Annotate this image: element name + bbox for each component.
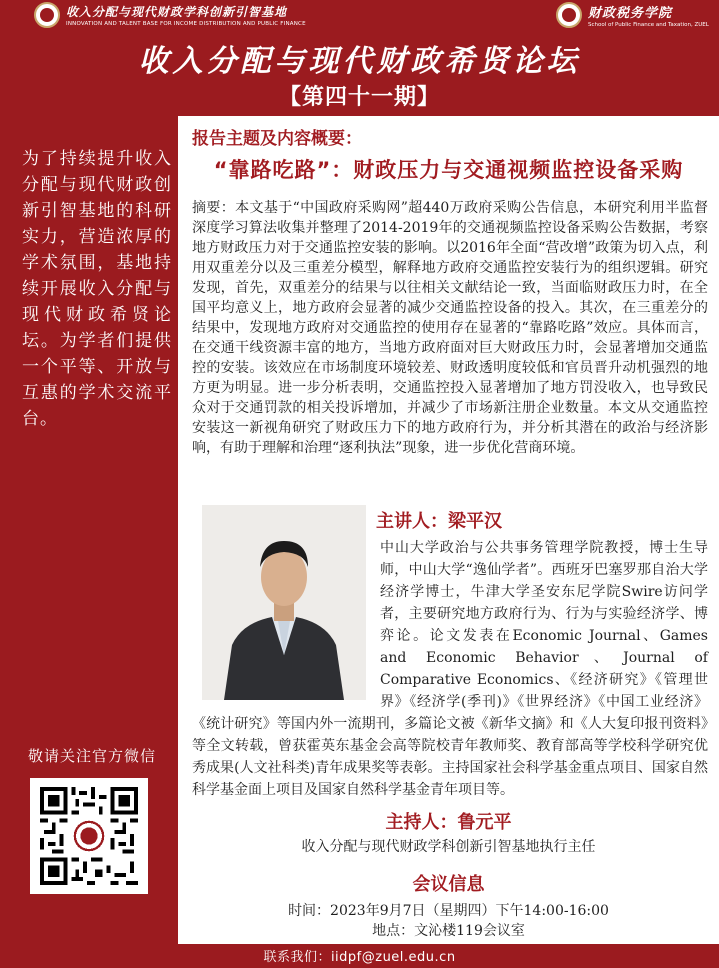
meeting-time: 时间：2023年9月7日（星期四）下午14:00-16:00 (288, 903, 609, 919)
meeting-place: 地点：文沁楼119会议室 (372, 923, 525, 939)
report-topic: “靠路吃路”：财政压力与交通视频监控设备采购 (213, 158, 684, 182)
school-logo (556, 2, 709, 28)
base-seal-icon (34, 2, 60, 28)
report-heading: 报告主题及内容概要： (192, 129, 362, 149)
base-logo-en: INNOVATION AND TALENT BASE FOR INCOME DISTRIBUTION AND PUBLIC FINANCE (66, 21, 306, 27)
header-bar (0, 0, 719, 30)
issue-number: 【第四十一期】 (278, 85, 440, 110)
speaker-bio-block (192, 537, 708, 801)
meeting-heading: 会议信息 (412, 874, 485, 895)
report-abstract: 摘要：本文基于“中国政府采购网”超440万政府采购公告信息，本研究利用半监督深度学习算法收集并整理了2014-2019年的交通视频监控设备采购公告数据，考察地方财政压力对于交通监控安装的影响。以2016年全面“营改增”政策为切入点，利用双重差分以及三重差分模型，解释地方政府交通监控安装行为的组织逻辑。研究发现，首先，双重差分的结果与以往相关文献结论一致，当面临财政压力时，在全国平均意义上，地方政府会显著的减少交通监控设备的投入。其次，在三重差分的结果中，发现地方政府对交通监控的使用存在显著的“靠路吃路”效应。具体而言，在交通干线资源丰富的地方，当地方政府面对巨大财政压力时，会显著增加交通监控的安装。该效应在市场制度环境较差、财政透明度较低和官员晋升动机强烈的地方更为明显。进一步分析表明，交通监控投入显著增加了地方罚没收入，也导致民众对于交通罚款的相关投诉增加，并减少了市场新注册企业数量。本文从交通监控安装这一新视角研究了财政压力下的地方政府行为，并分析其潜在的政治与经济影响，有助于理解和治理“逐利执法”现象，进一步优化营商环境。 (192, 200, 708, 456)
school-logo-cn: 财政税务学院 (588, 6, 673, 21)
base-logo (34, 2, 306, 28)
forum-intro: 为了持续提升收入分配与现代财政创新引智基地的科研实力，营造浓厚的学术氛围，基地持续开展收入分配与现代财政希贤论坛。为学者们提供一个平等、开放与互惠的学术交流平台。 (22, 149, 172, 429)
content-panel (178, 116, 719, 944)
host-heading: 主持人：鲁元平 (385, 812, 512, 833)
follow-wechat-label: 敬请关注官方微信 (28, 747, 157, 765)
school-seal-icon (556, 2, 582, 28)
wechat-qr-code[interactable] (30, 778, 148, 894)
school-logo-en: School of Public Finance and Taxation, ZUEL (588, 22, 709, 28)
contact-email[interactable]: 联系我们：iidpf@zuel.edu.cn (263, 950, 456, 965)
speaker-heading: 主讲人：梁平汉 (376, 511, 502, 532)
host-role: 收入分配与现代财政学科创新引智基地执行主任 (301, 839, 596, 855)
forum-title: 收入分配与现代财政希贤论坛 (138, 44, 581, 79)
base-logo-cn: 收入分配与现代财政学科创新引智基地 (66, 5, 288, 19)
speaker-bio: 中山大学政治与公共事务管理学院教授，博士生导师，中山大学“逸仙学者”。西班牙巴塞罗那自治大学经济学博士，牛津大学圣安东尼学院Swire访问学者，主要研究地方政府行为、行为与实验经济学、博弈论。论文发表在Economic Journal、Games and Economic Behavior、Journal of Comparative Economics、《经济研究》《管理世界》《经济学(季刊)》《世界经济》《中国工业经济》《统计研究》等国内外一流期刊，多篇论文被《新华文摘》和《人大复印报刊资料》等全文转载，曾获霍英东基金会高等院校青年教师奖、教育部高等学校科学研究优秀成果(人文社科类)青年成果奖等表彰。主持国家社会科学基金重点项目、国家自然科学基金面上项目及国家自然科学基金青年项目等。 (192, 540, 708, 798)
qr-code-icon (39, 787, 139, 885)
